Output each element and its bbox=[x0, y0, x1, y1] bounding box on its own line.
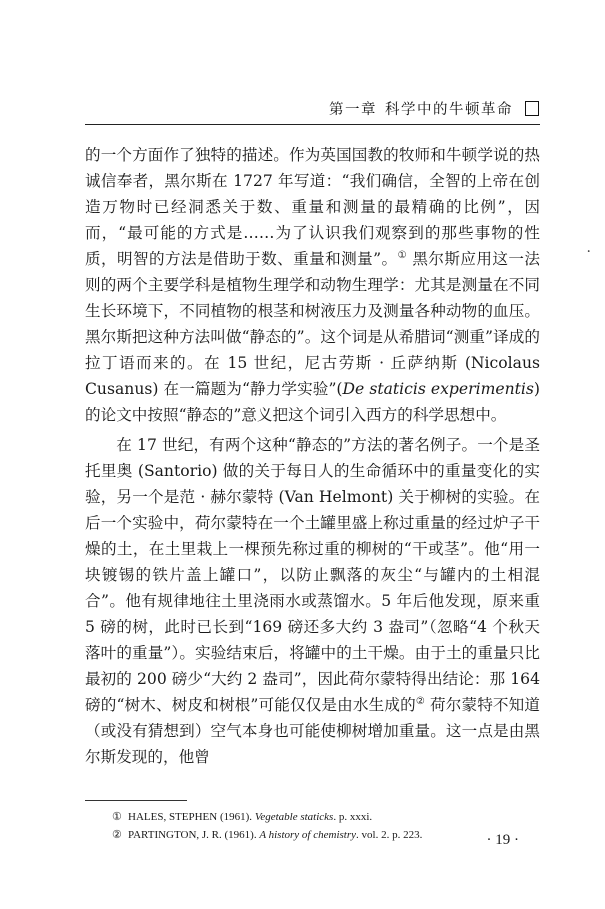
footnote-ref-2[interactable]: ② bbox=[415, 695, 425, 707]
chapter-title: 科学中的牛顿革命 bbox=[385, 102, 513, 118]
footnote-ref-1[interactable]: ① bbox=[397, 249, 407, 261]
paragraph-2: 在 17 世纪，有两个这种“静态的”方法的著名例子。一个是圣托里奥 (Santorio) 做的关于每日人的生命循环中的重量变化的实验，另一个是范 · 赫尔蒙特 (Van Helmont) 关于柳树的实验。在后一个实验中，荷尔蒙特在一个土罐里盛上称过重量的经过炉子干燥的土，在土里栽上一棵预先称过重的柳树的“干或茎”。他“用一块镀锡的铁片盖上罐口”，以防止飘落的灰尘“与罐内的土相混合”。他有规律地往土里浇雨水或蒸馏水。5 年后他发现，原来重 5 磅的树，此时已长到“169 磅还多大约 3 盎司”（忽略“4 个秋天落叶的重量”）。实验结束后，将罐中的土干燥。由于土的重量只比最初的 200 磅少“大约 2 盎司”，因此荷尔蒙特得出结论：那 164 磅的“树木、树皮和树根”可能仅仅是由水生成的② 荷尔蒙特不知道（或没有猜想到）空气本身也可能使柳树增加重量。这一点是由黑尔斯发现的，他曾 bbox=[85, 436, 540, 766]
latin-title: De staticis experimentis bbox=[342, 380, 534, 398]
body-text bbox=[85, 142, 540, 770]
footnote-mark: ② bbox=[112, 829, 122, 841]
page-number: · 19 · bbox=[486, 832, 519, 848]
margin-dot: · bbox=[586, 244, 591, 260]
footnote-mark: ① bbox=[112, 811, 122, 823]
chapter-label: 第一章 bbox=[329, 102, 377, 118]
footnote-rule bbox=[85, 800, 187, 801]
header-rule bbox=[85, 124, 540, 125]
footnotes bbox=[112, 808, 542, 844]
running-header bbox=[329, 98, 539, 119]
footnote-2: ② PARTINGTON, J. R. (1961). A history of chemistry. vol. 2. p. 223. bbox=[112, 826, 542, 844]
header-box-icon bbox=[525, 101, 539, 116]
footnote-1: ① HALES, STEPHEN (1961). Vegetable staticks. p. xxxi. bbox=[112, 808, 542, 826]
paragraph-1: 的一个方面作了独特的描述。作为英国国教的牧师和牛顿学说的热诚信奉者，黑尔斯在 1727 年写道：“我们确信，全智的上帝在创造万物时已经洞悉关于数、重量和测量的最精确的比例”，因而，“最可能的方式是……为了认识我们观察到的那些事物的性质，明智的方法是借助于数、重量和测量”。① 黑尔斯应用这一法则的两个主要学科是植物生理学和动物生理学：尤其是测量在不同生长环境下，不同植物的根茎和树液压力及测量各种动物的血压。黑尔斯把这种方法叫做“静态的”。这个词是从希腊词“测重”译成的拉丁语而来的。在 15 世纪，尼古劳斯 · 丘萨纳斯 (Nicolaus Cusanus) 在一篇题为“静力学实验”(De staticis experimentis) 的论文中按照“静态的”意义把这个词引入西方的科学思想中。 bbox=[85, 146, 540, 424]
